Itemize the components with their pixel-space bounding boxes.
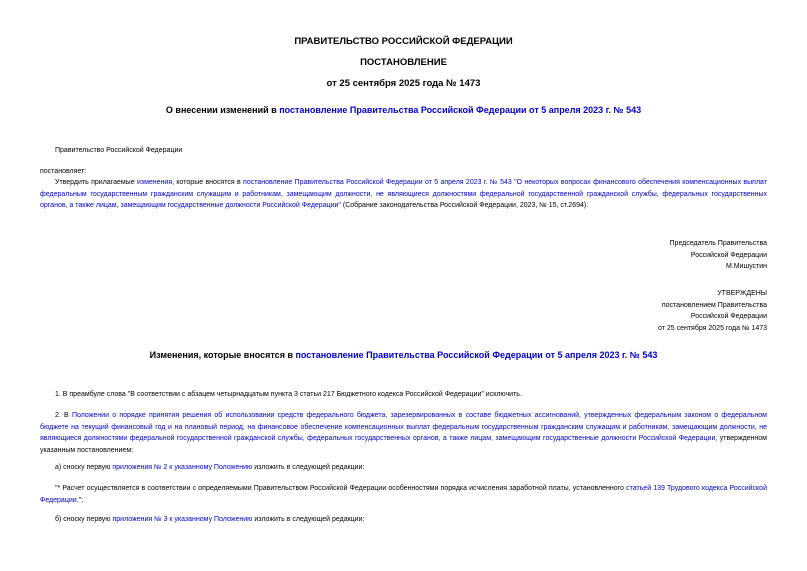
approved-line-3: Российской Федерации — [690, 313, 767, 320]
title-prefix: О внесении изменений в — [165, 105, 280, 115]
quote-paragraph — [40, 483, 767, 506]
item-2 — [40, 410, 767, 456]
decree-text-4: (Собрание законодательства Российской Федерации, 2023, № 15, ст.2694). — [340, 202, 589, 209]
title-decree-link[interactable]: постановление Правительства Российской Федерации от 5 апреля 2023 г. № 543 — [279, 105, 642, 115]
item-1: 1. В преамбуле слова "В соответствии с абзацем четырнадцатым пункта 3 статьи 217 Бюджетного кодекса Российской Федерации" исключить. — [55, 391, 522, 398]
approved-block — [500, 288, 767, 334]
labor-code-link[interactable]: статьей 139 Трудового кодекса Российской Федерации — [40, 485, 767, 504]
quote-end: ."; — [76, 496, 84, 504]
regulation-link[interactable]: Положении о порядке принятия решения об использовании средств федерального бюджета, зарезервированных в составе бюджетных ассигнований, утвержденных федеральным законом о федеральном бюджете на текущий финансовый год и на плановый период, на финансовое обеспечение компенсационных выплат федеральным государственным гражданским служащим и работникам, замещающим должности, не являющиеся должностями федеральной государственной гражданской службы, федеральных государственных органов, а также лицам, замещающим государственные должности Российской Федерации — [40, 412, 767, 442]
signature-line-2: Российской Федерации — [690, 251, 767, 259]
changes-link[interactable]: изменения — [136, 179, 173, 186]
signature-block — [500, 238, 767, 273]
org-heading: ПРАВИТЕЛЬСТВО РОССИЙСКОЙ ФЕДЕРАЦИИ — [294, 36, 513, 47]
item-b — [55, 514, 767, 526]
government-text: Правительство Российской Федерации — [55, 147, 183, 154]
item-a-prefix: а) сноску первую — [55, 464, 113, 471]
decree-text-2: , которые вносятся в — [172, 179, 244, 186]
quote-text: "* Расчет осуществляется в соответствии с определяемыми Правительством Российской Федерации особенностями порядка исчисления заработной платы, установленного — [55, 485, 627, 492]
doc-type-heading: ПОСТАНОВЛЕНИЕ — [360, 57, 447, 68]
item-a — [55, 462, 767, 474]
appendix-3-link[interactable]: приложения № 3 к указанному Положению — [112, 516, 253, 523]
date-number-heading: от 25 сентября 2025 года № 1473 — [326, 78, 481, 89]
item-2-suffix: , утвержденном указанным постановлением: — [40, 435, 767, 454]
decree-title-link[interactable]: "О некоторых вопросах финансового обеспечения компенсационных выплат федеральным государственным гражданским служащим и работникам, замещающим должности, не являющиеся должностями федеральной государственной гражданской службы, федеральных государственных органов, а также лицам, замещающим государственные должности Российской Федерации" — [40, 179, 767, 209]
signature-line-1: Председатель Правительства — [669, 240, 767, 247]
changes-title-prefix: Изменения, которые вносятся в — [149, 350, 296, 360]
approved-line-1: УТВЕРЖДЕНЫ — [717, 290, 767, 297]
changes-title-link[interactable]: постановление Правительства Российской Федерации от 5 апреля 2023 г. № 543 — [295, 350, 658, 360]
item-a-suffix: изложить в следующей редакции: — [252, 464, 365, 471]
item-b-prefix: б) сноску первую — [55, 516, 113, 523]
signature-line-3: М.Мишустин — [725, 263, 767, 270]
approved-line-4: от 25 сентября 2025 года № 1473 — [657, 324, 767, 332]
item-b-suffix: изложить в следующей редакции: — [252, 516, 365, 523]
decree-paragraph — [40, 177, 767, 212]
decree-text-1: Утвердить прилагаемые — [55, 179, 137, 186]
changes-title — [0, 350, 807, 360]
item-2-prefix: 2. В — [55, 412, 72, 419]
decree-link[interactable]: постановление Правительства Российской Федерации от 5 апреля 2023 г. № 543 — [243, 179, 512, 186]
page-title — [0, 105, 807, 115]
appendix-2-link[interactable]: приложения № 2 к указанному Положению — [112, 464, 253, 471]
decides-text: постановляет: — [40, 168, 87, 175]
approved-line-2: постановлением Правительства — [661, 301, 767, 309]
